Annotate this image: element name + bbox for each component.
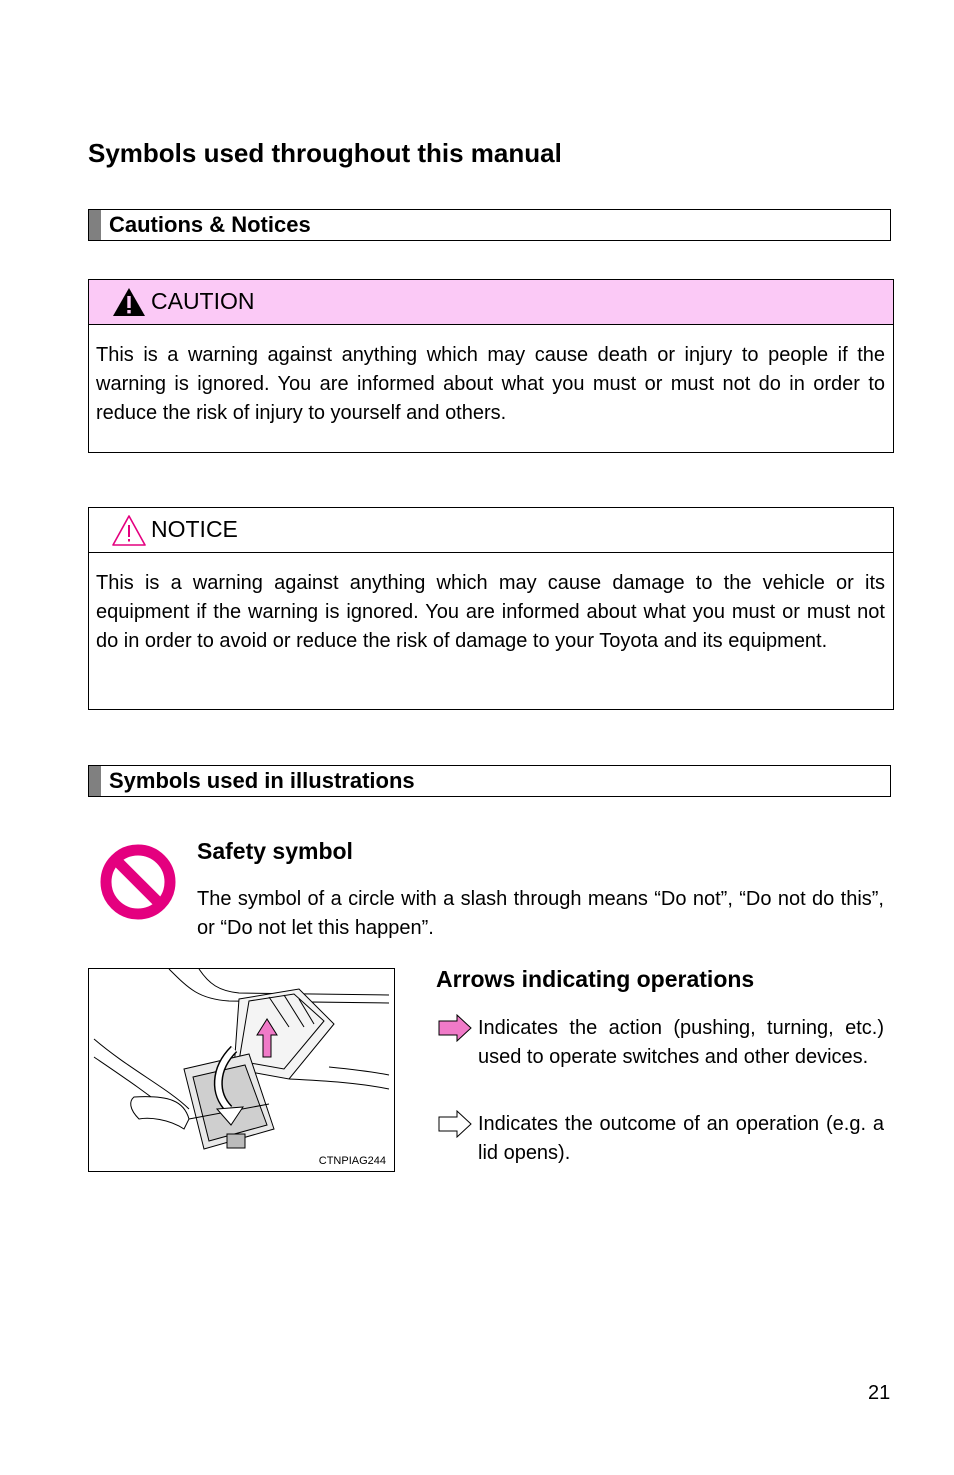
safety-symbol-heading: Safety symbol bbox=[197, 838, 353, 864]
notice-text: This is a warning against anything which may cause damage to the vehicle or its equipment if the warning is ignored. You are informed about what you must or must not do in order to avoid or reduce the risk of damage to your Toyota and its equipment. bbox=[96, 572, 885, 652]
section-title: Symbols used in illustrations bbox=[109, 768, 415, 793]
caution-box bbox=[88, 279, 894, 453]
action-arrow-icon bbox=[437, 1014, 473, 1042]
illustration-figure bbox=[88, 968, 395, 1172]
prohibition-icon bbox=[98, 842, 178, 922]
warning-outline-icon bbox=[111, 514, 147, 548]
section-strip bbox=[89, 210, 101, 240]
outcome-arrow-text: Indicates the outcome of an operation (e.g. a lid opens). bbox=[478, 1113, 884, 1164]
overhead-console-illustration bbox=[89, 969, 394, 1171]
warning-filled-icon bbox=[111, 286, 147, 318]
arrows-heading: Arrows indicating operations bbox=[436, 966, 755, 992]
figure-code: CTNPIAG244 bbox=[318, 1155, 386, 1167]
notice-header bbox=[89, 508, 893, 553]
notice-label: NOTICE bbox=[151, 516, 238, 542]
section-header-cautions bbox=[88, 209, 891, 241]
caution-label: CAUTION bbox=[151, 288, 255, 314]
section-strip bbox=[89, 766, 101, 796]
page-title: Symbols used throughout this manual bbox=[88, 138, 562, 168]
outcome-arrow-icon bbox=[437, 1110, 473, 1138]
caution-text: This is a warning against anything which may cause death or injury to people if the warning is ignored. You are informed about what you must or must not do in order to reduce the risk of injury to yourself and others. bbox=[96, 344, 885, 424]
caution-header bbox=[89, 280, 893, 325]
section-title: Cautions & Notices bbox=[109, 212, 311, 237]
section-header-illustrations bbox=[88, 765, 891, 797]
safety-symbol-text: The symbol of a circle with a slash through means “Do not”, “Do not do this”, or “Do not let this happen”. bbox=[197, 888, 884, 939]
action-arrow-text: Indicates the action (pushing, turning, etc.) used to operate switches and other devices. bbox=[478, 1017, 884, 1068]
notice-box bbox=[88, 507, 894, 710]
page-number: 21 bbox=[868, 1382, 891, 1404]
